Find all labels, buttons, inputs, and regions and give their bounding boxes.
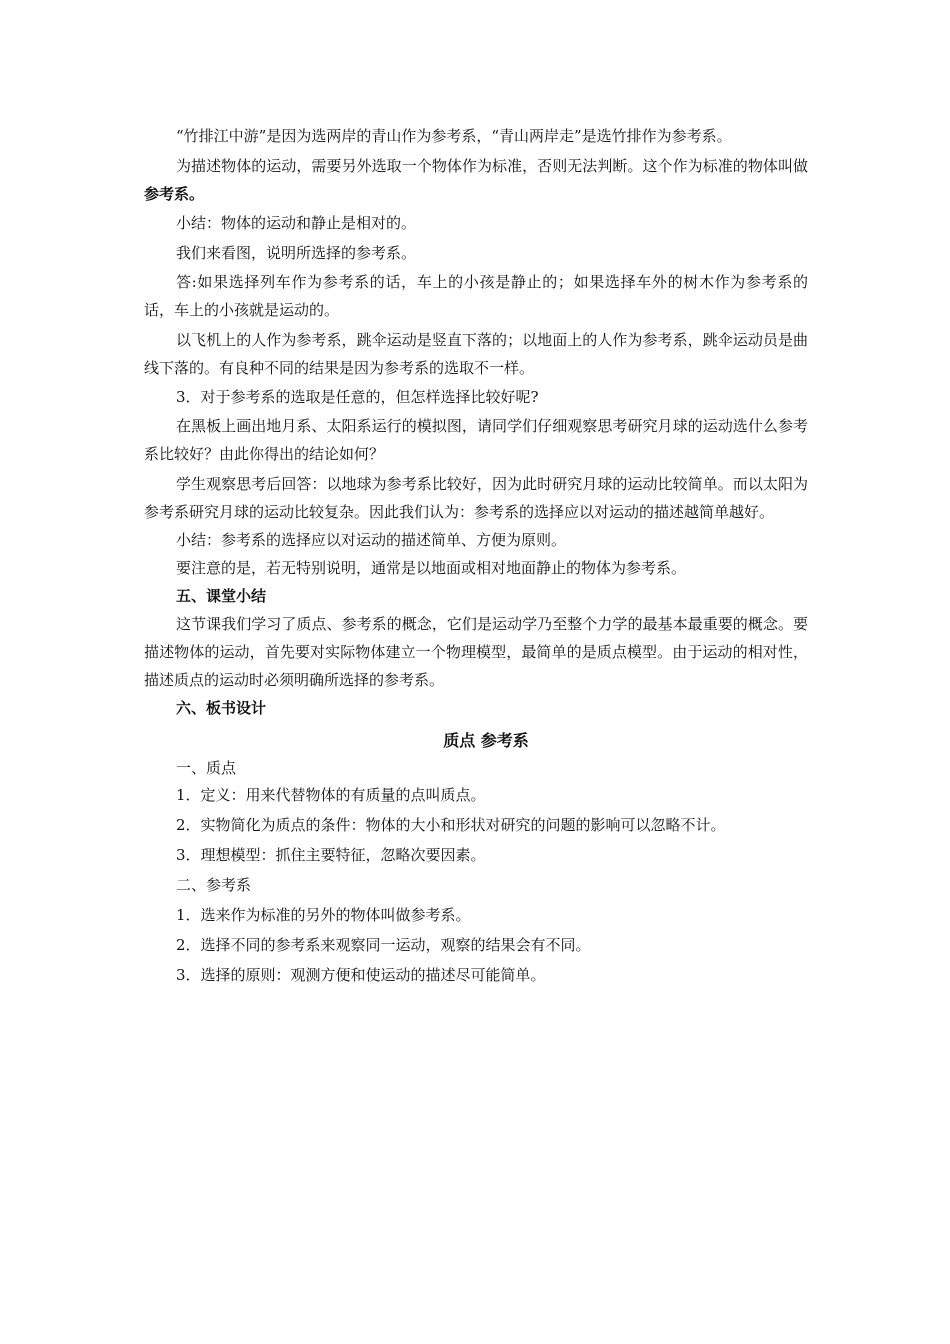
paragraph-class-summary: 这节课我们学习了质点、参考系的概念，它们是运动学乃至整个力学的最基本最重要的概念。要描述物体的运动，首先要对实际物体建立一个物理模型，最简单的是质点模型。由于运动的相对性，描述质点的运动时必须明确所选择的参考系。 — [144, 615, 808, 689]
paragraph-look-at-figure: 我们来看图，说明所选择的参考系。 — [176, 244, 417, 262]
list-item: 3．选择的原则：观测方便和使运动的描述尽可能简单。 — [176, 966, 546, 984]
paragraph-reference-definition — [144, 152, 808, 208]
paragraph-note-ground: 要注意的是，若无特别说明，通常是以地面或相对地面静止的物体为参考系。 — [176, 559, 687, 577]
document-body — [144, 122, 808, 990]
paragraph-summary-principle: 小结：参考系的选择应以对运动的描述简单、方便为原则。 — [176, 531, 567, 549]
board-part-title-reference: 二、参考系 — [176, 876, 252, 894]
paragraph-train-answer: 答:如果选择列车作为参考系的话，车上的小孩是静止的；如果选择车外的树木作为参考系的话，车上的小孩就是运动的。 — [144, 273, 808, 319]
list-item: 1．定义：用来代替物体的有质量的点叫质点。 — [176, 786, 486, 804]
list-item: 2．选择不同的参考系来观察同一运动，观察的结果会有不同。 — [176, 936, 591, 954]
paragraph-summary-relative: 小结：物体的运动和静止是相对的。 — [176, 214, 417, 232]
list-item: 1．选来作为标准的另外的物体叫做参考系。 — [176, 906, 471, 924]
paragraph-blackboard-model: 在黑板上画出地月系、太阳系运行的模拟图，请同学们仔细观察思考研究月球的运动选什么参考系比较好？由此你得出的结论如何？ — [144, 417, 808, 463]
board-part-title-particle: 一、质点 — [176, 759, 237, 777]
reference-definition-text: 为描述物体的运动，需要另外选取一个物体作为标准，否则无法判断。这个作为标准的物体叫做 — [176, 157, 808, 175]
list-item: 3．理想模型：抓住主要特征，忽略次要因素。 — [176, 846, 486, 864]
reference-frame-term: 参考系。 — [144, 185, 205, 203]
paragraph-bamboo-raft: “竹排江中游”是因为选两岸的青山作为参考系，“青山两岸走”是选竹排作为参考系。 — [176, 127, 732, 145]
paragraph-parachute: 以飞机上的人作为参考系，跳伞运动是竖直下落的；以地面上的人作为参考系，跳伞运动员是曲线下落的。有良种不同的结果是因为参考系的选取不一样。 — [144, 331, 808, 377]
section-heading-board-design: 六、板书设计 — [176, 699, 267, 717]
board-title: 质点 参考系 — [443, 731, 529, 750]
section-heading-class-summary: 五、课堂小结 — [176, 587, 267, 605]
paragraph-student-answer: 学生观察思考后回答：以地球为参考系比较好，因为此时研究月球的运动比较简单。而以太阳为参考系研究月球的运动比较复杂。因此我们认为：参考系的选择应以对运动的描述越简单越好。 — [144, 475, 808, 521]
paragraph-question-3: 3．对于参考系的选取是任意的，但怎样选择比较好呢? — [176, 388, 539, 406]
list-item: 2．实物简化为质点的条件：物体的大小和形状对研究的问题的影响可以忽略不计。 — [176, 816, 726, 834]
